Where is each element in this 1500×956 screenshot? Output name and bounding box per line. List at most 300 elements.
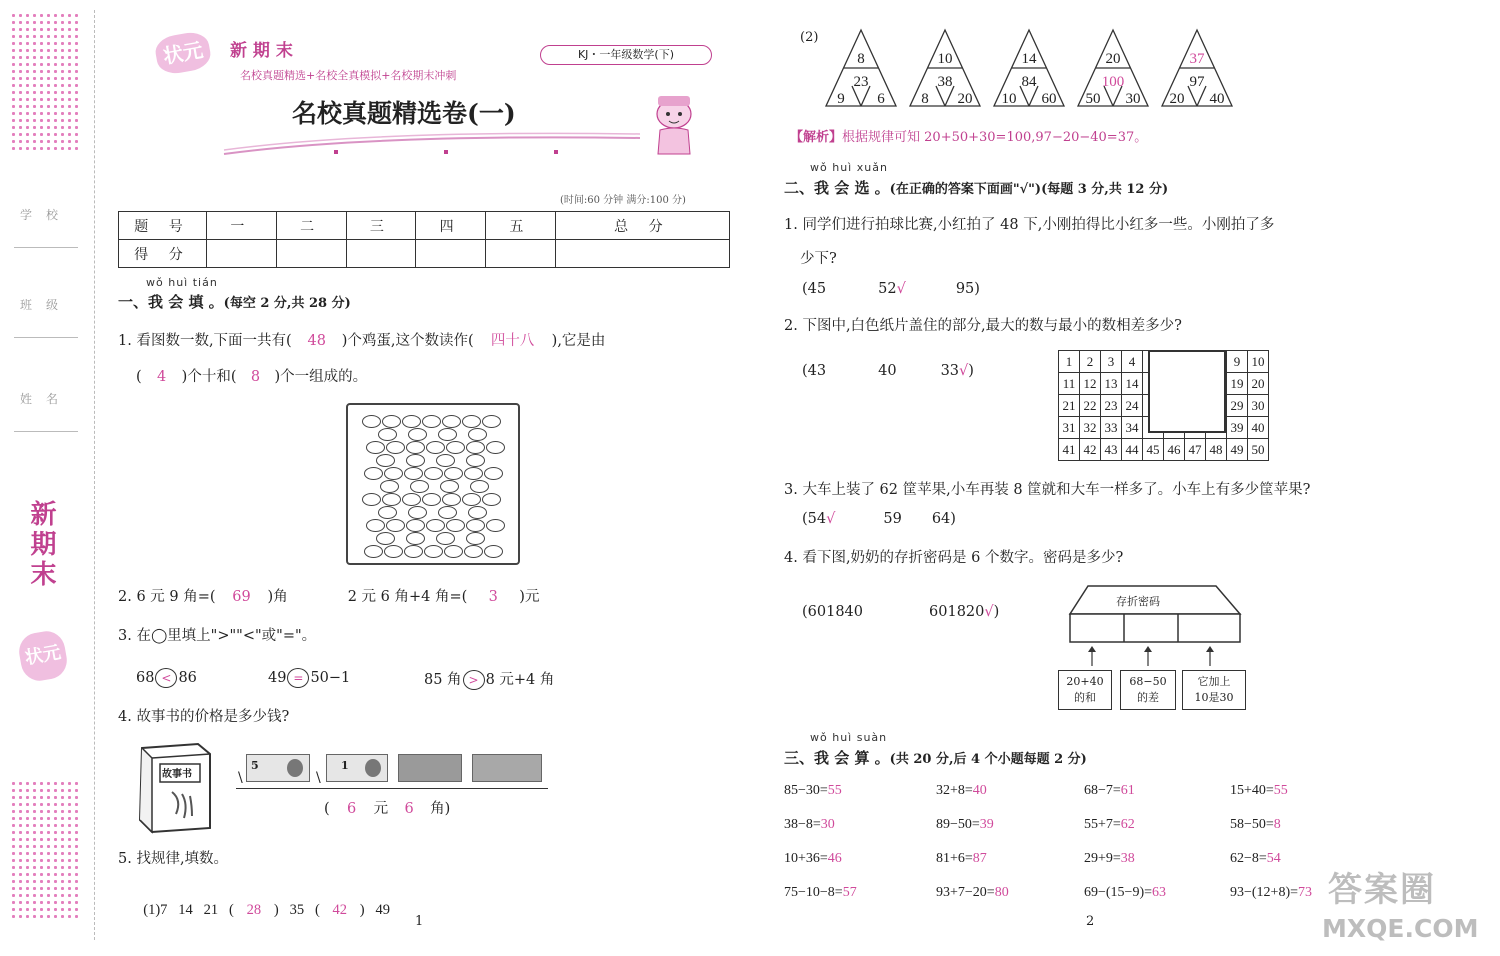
calculation-expression: 89−50= xyxy=(936,817,980,832)
grid-cell: 47 xyxy=(1185,439,1206,461)
clue-box-2 xyxy=(1120,670,1176,710)
score-cell[interactable] xyxy=(555,240,729,268)
triangle-right-number: 20 xyxy=(957,91,973,107)
grid-cell: 21 xyxy=(1059,395,1080,417)
bill-underline xyxy=(236,788,548,789)
grid-cell: 49 xyxy=(1227,439,1248,461)
portrait-icon xyxy=(365,759,381,777)
egg xyxy=(442,493,461,506)
q2-text-c: 2 元 6 角+4 角=( xyxy=(347,589,468,605)
header-swoosh xyxy=(222,128,642,160)
calculation-answer[interactable]: 57 xyxy=(842,885,857,900)
egg xyxy=(444,467,463,480)
egg xyxy=(364,545,383,558)
score-table-header-row xyxy=(119,212,730,240)
grid-cell: 23 xyxy=(1101,395,1122,417)
triangle-right-number: 30 xyxy=(1125,91,1141,107)
calculation-answer[interactable]: 63 xyxy=(1152,885,1167,900)
triangle-left-number: 9 xyxy=(837,91,845,107)
q3-item-1 xyxy=(136,668,197,688)
option[interactable]: 95) xyxy=(955,281,980,297)
egg xyxy=(406,532,425,545)
egg xyxy=(466,454,485,467)
grid-cell: 1 xyxy=(1059,351,1080,373)
calculation-item xyxy=(936,817,994,833)
banknote-1-yuan xyxy=(326,754,388,782)
dot-pattern-bottom xyxy=(10,780,80,920)
triangle-middle-number: 84 xyxy=(1021,74,1037,90)
egg xyxy=(362,415,381,428)
side-logo-stamp: 状元 xyxy=(16,628,70,683)
egg xyxy=(408,428,427,441)
clue-line: 的和 xyxy=(1074,691,1096,704)
banknote-1-jiao xyxy=(472,754,542,782)
option[interactable]: 59 xyxy=(883,511,902,527)
egg xyxy=(406,519,425,532)
q2-text-a: 2. 6 元 9 角=( xyxy=(118,589,216,605)
q1-text-b: )个鸡蛋,这个数读作( xyxy=(341,333,474,349)
s2-q4-options xyxy=(802,604,999,620)
calculation-expression: 55+7= xyxy=(1084,817,1121,832)
calculation-expression: 32+8= xyxy=(936,783,973,798)
calculation-answer[interactable]: 62 xyxy=(1120,817,1135,832)
banknote-5-yuan xyxy=(246,754,310,782)
q3-right: 50−1 xyxy=(310,670,351,686)
egg xyxy=(482,415,501,428)
option[interactable]: (45 xyxy=(802,281,827,297)
number-triangle xyxy=(1076,28,1150,108)
egg xyxy=(424,467,443,480)
grid-cell: 40 xyxy=(1248,417,1269,439)
calculation-item xyxy=(1230,783,1288,799)
watermark-url: MXQE.COM xyxy=(1322,914,1479,943)
clue-line: 10是30 xyxy=(1194,691,1234,704)
grid-cell: 39 xyxy=(1227,417,1248,439)
clue-line: 它加上 xyxy=(1197,675,1231,688)
class-field[interactable]: 班级 xyxy=(14,290,78,338)
calculation-expression: 81+6= xyxy=(936,851,973,866)
q4-text-c: 角) xyxy=(430,801,451,817)
q5-sequence-1 xyxy=(136,885,390,919)
calculation-item xyxy=(1230,885,1312,901)
banknote-denomination: 5 xyxy=(251,759,259,772)
egg xyxy=(446,519,465,532)
egg xyxy=(468,506,487,519)
calculation-answer[interactable]: 54 xyxy=(1266,851,1281,866)
egg xyxy=(378,428,397,441)
passbook-title: 存折密码 xyxy=(1116,595,1160,608)
triangle-left-number: 20 xyxy=(1169,91,1185,107)
question-1-line2 xyxy=(136,365,367,386)
section3-pinyin: wǒ huì suàn xyxy=(810,731,888,744)
egg xyxy=(378,506,397,519)
grade-tag: KJ・一年级数学(下) xyxy=(540,45,712,65)
q5-text-c: ) 49 xyxy=(359,902,391,918)
analysis-line xyxy=(790,126,1147,145)
egg xyxy=(366,441,385,454)
egg xyxy=(384,545,403,558)
grid-cell: 33 xyxy=(1101,417,1122,439)
grid-cell: 30 xyxy=(1248,395,1269,417)
section1-heading xyxy=(118,291,351,312)
section2-pinyin: wǒ huì xuǎn xyxy=(810,161,888,174)
grid-cell: 3 xyxy=(1101,351,1122,373)
score-header-cell: 二 xyxy=(276,212,346,240)
egg xyxy=(462,493,481,506)
score-header-cell: 四 xyxy=(416,212,486,240)
egg xyxy=(484,467,503,480)
school-field[interactable]: 学校 xyxy=(14,200,78,248)
egg xyxy=(364,467,383,480)
q5-answer-2[interactable]: 42 xyxy=(332,902,348,918)
q3-compare-circle[interactable]: < xyxy=(155,668,177,688)
egg xyxy=(486,441,505,454)
score-header-cell: 五 xyxy=(486,212,556,240)
number-triangle xyxy=(908,28,982,108)
q4-answer-yuan[interactable]: 6 xyxy=(347,801,357,817)
q2-text-d: )元 xyxy=(519,589,540,605)
calculation-answer[interactable]: 55 xyxy=(827,783,842,798)
calculation-expression: 62−8= xyxy=(1230,851,1267,866)
time-info: (时间:60 分钟 满分:100 分) xyxy=(560,195,686,206)
egg xyxy=(422,493,441,506)
question-5: 5. 找规律,填数。 xyxy=(118,851,229,867)
grid-cell: 41 xyxy=(1059,439,1080,461)
grid-cell: 20 xyxy=(1248,373,1269,395)
triangle-middle-number: 38 xyxy=(937,74,953,90)
calculation-answer[interactable]: 40 xyxy=(972,783,987,798)
egg xyxy=(422,415,441,428)
section3-title: 三、我 会 算 。 xyxy=(784,749,890,767)
q1-text-a: 1. 看图数一数,下面一共有( xyxy=(118,333,292,349)
q1-text-f: )个一组成的。 xyxy=(274,369,368,385)
egg xyxy=(380,480,399,493)
egg xyxy=(402,415,421,428)
calculation-item xyxy=(1084,885,1166,901)
calculation-item xyxy=(1084,817,1135,833)
egg xyxy=(482,493,501,506)
q5-text-b: ) 35 ( xyxy=(273,902,320,918)
q3-item-3 xyxy=(424,668,554,690)
option-correct[interactable]: (54 xyxy=(802,511,827,527)
egg xyxy=(486,519,505,532)
triangle-middle-number: 97 xyxy=(1189,74,1205,90)
grid-cell: 2 xyxy=(1080,351,1101,373)
calculation-answer[interactable]: 73 xyxy=(1298,885,1313,900)
triangle-left-number: 50 xyxy=(1085,91,1101,107)
s2-question-2: 2. 下图中,白色纸片盖住的部分,最大的数与最小的数相差多少? xyxy=(784,318,1182,334)
question-1-line1 xyxy=(118,329,605,350)
calculation-item xyxy=(936,885,1009,901)
egg xyxy=(426,441,445,454)
dot-pattern-top xyxy=(10,12,80,154)
grid-cell: 29 xyxy=(1227,395,1248,417)
calculation-expression: 58−50= xyxy=(1230,817,1274,832)
calculation-expression: 10+36= xyxy=(784,851,828,866)
q5-part2-label: (2) xyxy=(800,30,819,45)
calculation-expression: 75−10−8= xyxy=(784,885,843,900)
section1-note: (每空 2 分,共 28 分) xyxy=(223,296,351,311)
calculation-expression: 68−7= xyxy=(1084,783,1121,798)
score-header-cell: 三 xyxy=(346,212,416,240)
section1-pinyin: wǒ huì tián xyxy=(146,276,218,289)
q2-text-b: )角 xyxy=(267,589,288,605)
egg xyxy=(466,441,485,454)
calculation-item xyxy=(936,783,987,799)
egg xyxy=(376,532,395,545)
egg xyxy=(382,493,401,506)
egg-picture xyxy=(346,403,520,565)
triangle-right-number: 60 xyxy=(1041,91,1057,107)
egg xyxy=(466,532,485,545)
option-close: ) xyxy=(993,604,1000,620)
option[interactable]: 64) xyxy=(931,511,956,527)
page-number-left: 1 xyxy=(415,914,424,929)
calculation-expression: 15+40= xyxy=(1230,783,1274,798)
option[interactable]: 40 xyxy=(878,363,897,379)
number-triangle xyxy=(824,28,898,108)
score-row-label: 得 分 xyxy=(119,240,207,268)
grid-cell: 50 xyxy=(1248,439,1269,461)
egg xyxy=(462,415,481,428)
q2-answer-1[interactable]: 69 xyxy=(232,589,251,605)
calculation-expression: 38−8= xyxy=(784,817,821,832)
storybook-icon xyxy=(132,740,216,834)
section2-note: (在正确的答案下面画"√")(每题 3 分,共 12 分) xyxy=(889,182,1169,197)
section2-heading xyxy=(784,177,1168,198)
triangle-top-number: 10 xyxy=(937,51,953,67)
calculation-item xyxy=(784,783,842,799)
egg xyxy=(362,493,381,506)
tick-mark: \ xyxy=(238,770,243,786)
q3-item-2 xyxy=(268,668,350,688)
brand-name: 新 期 末 xyxy=(230,41,293,61)
grid-cell: 9 xyxy=(1227,351,1248,373)
binding-line xyxy=(94,10,95,940)
egg xyxy=(402,493,421,506)
section3-note: (共 20 分,后 4 个小题每题 2 分) xyxy=(889,752,1087,767)
watermark-logo: 答案圈 xyxy=(1328,870,1436,910)
q4-answer-line xyxy=(324,797,450,818)
s2-question-4: 4. 看下图,奶奶的存折密码是 6 个数字。密码是多少? xyxy=(784,550,1124,566)
score-header-cell: 总 分 xyxy=(555,212,729,240)
egg xyxy=(440,480,459,493)
section1-title: 一、我 会 填 。 xyxy=(118,293,224,311)
calculation-expression: 29+9= xyxy=(1084,851,1121,866)
score-cell[interactable] xyxy=(207,240,277,268)
egg xyxy=(484,545,503,558)
check-mark: √ xyxy=(896,281,906,297)
calculation-item xyxy=(784,851,842,867)
egg xyxy=(464,467,483,480)
clue-line: 的差 xyxy=(1137,691,1159,704)
egg xyxy=(426,519,445,532)
triangle-top-number[interactable]: 37 xyxy=(1189,51,1205,67)
s2-question-3: 3. 大车上装了 62 筐苹果,小车再装 8 筐就和大车一样多了。小车上有多少筐苹果? xyxy=(784,482,1311,498)
egg xyxy=(386,441,405,454)
egg xyxy=(404,545,423,558)
calculation-item xyxy=(784,885,857,901)
grid-cell: 4 xyxy=(1122,351,1143,373)
q4-answer-jiao[interactable]: 6 xyxy=(404,801,414,817)
score-table-score-row xyxy=(119,240,730,268)
calculation-answer[interactable]: 87 xyxy=(972,851,987,866)
q1-text-d: ( xyxy=(136,369,142,385)
score-cell[interactable] xyxy=(416,240,486,268)
q3-left: 68 xyxy=(136,670,155,686)
triangle-top-number: 20 xyxy=(1105,51,1121,67)
grid-cell: 32 xyxy=(1080,417,1101,439)
question-3: 3. 在◯里填上">""<"或"="。 xyxy=(118,628,317,644)
egg xyxy=(442,415,461,428)
grid-cell: 45 xyxy=(1143,439,1164,461)
calculation-item xyxy=(1084,851,1135,867)
triangle-left-number: 10 xyxy=(1001,91,1017,107)
option-correct[interactable]: 33 xyxy=(940,363,960,379)
clue-line: 68−50 xyxy=(1129,675,1167,688)
s2-question-1-cont: 少下? xyxy=(800,251,837,267)
egg xyxy=(406,454,425,467)
egg xyxy=(436,454,455,467)
q3-right: 86 xyxy=(178,670,197,686)
grid-cell: 22 xyxy=(1080,395,1101,417)
calculation-item xyxy=(1084,783,1135,799)
grid-cell: 43 xyxy=(1101,439,1122,461)
q3-left: 49 xyxy=(268,670,287,686)
triangle-right-number: 6 xyxy=(877,91,885,107)
q3-compare-circle[interactable]: = xyxy=(287,668,309,688)
calculation-item xyxy=(936,851,987,867)
grid-cell: 44 xyxy=(1122,439,1143,461)
header-logo: 状元 xyxy=(153,30,213,77)
egg xyxy=(438,428,457,441)
triangle-top-number: 14 xyxy=(1021,51,1037,67)
portrait-icon xyxy=(287,759,303,777)
q1-answer-ones[interactable]: 8 xyxy=(250,369,261,385)
book-label: 故事书 xyxy=(162,769,192,780)
triangle-top-number: 8 xyxy=(857,51,865,67)
score-cell[interactable] xyxy=(276,240,346,268)
egg xyxy=(470,480,489,493)
grid-cell: 34 xyxy=(1122,417,1143,439)
calculation-item xyxy=(1230,817,1281,833)
triangle-left-number: 8 xyxy=(921,91,929,107)
question-2 xyxy=(118,585,539,606)
number-triangle xyxy=(992,28,1066,108)
grid-cell: 48 xyxy=(1206,439,1227,461)
egg xyxy=(408,506,427,519)
calculation-answer[interactable]: 30 xyxy=(820,817,835,832)
page-title: 名校真题精选卷(一) xyxy=(292,99,516,128)
clue-line: 20+40 xyxy=(1066,675,1104,688)
check-mark: √ xyxy=(826,511,836,527)
calculation-expression: 93−(12+8)= xyxy=(1230,885,1299,900)
q1-answer-tens[interactable]: 4 xyxy=(157,369,167,385)
s2-q3-options xyxy=(802,511,956,527)
clue-box-3 xyxy=(1182,670,1246,710)
page-number-right: 2 xyxy=(1086,914,1095,929)
s2-question-1: 1. 同学们进行拍球比赛,小红拍了 48 下,小刚拍得比小红多一些。小刚拍了多 xyxy=(784,217,1275,233)
section3-heading xyxy=(784,747,1087,768)
calculation-answer[interactable]: 61 xyxy=(1120,783,1135,798)
egg xyxy=(464,545,483,558)
q1-text-c: ),它是由 xyxy=(551,333,606,349)
option[interactable]: (601840 xyxy=(802,604,864,620)
option-correct[interactable]: 601820 xyxy=(929,604,985,620)
egg xyxy=(438,506,457,519)
calculation-expression: 85−30= xyxy=(784,783,828,798)
egg xyxy=(404,467,423,480)
option[interactable]: (43 xyxy=(802,363,827,379)
score-header-cell: 一 xyxy=(207,212,277,240)
egg xyxy=(384,467,403,480)
grid-cell: 24 xyxy=(1122,395,1143,417)
triangle-middle-number: 23 xyxy=(853,74,869,90)
analysis-tag: 【解析】 xyxy=(790,130,843,145)
calculation-answer[interactable]: 55 xyxy=(1273,783,1288,798)
grid-cell: 42 xyxy=(1080,439,1101,461)
egg xyxy=(424,545,443,558)
white-paper-cover xyxy=(1148,350,1226,433)
q1-answer-count[interactable]: 48 xyxy=(307,333,326,349)
grid-cell: 12 xyxy=(1080,373,1101,395)
egg xyxy=(366,519,385,532)
grid-cell: 19 xyxy=(1227,373,1248,395)
egg xyxy=(468,428,487,441)
egg xyxy=(410,480,429,493)
calculation-answer[interactable]: 46 xyxy=(827,851,842,866)
question-4: 4. 故事书的价格是多少钱? xyxy=(118,709,290,725)
score-cell[interactable] xyxy=(346,240,416,268)
grid-cell: 10 xyxy=(1248,351,1269,373)
score-header-cell: 题 号 xyxy=(119,212,207,240)
calculation-item xyxy=(1230,851,1281,867)
grid-cell: 31 xyxy=(1059,417,1080,439)
grid-cell: 14 xyxy=(1122,373,1143,395)
calculation-answer[interactable]: 38 xyxy=(1120,851,1135,866)
banknote-5-jiao xyxy=(398,754,462,782)
q2-answer-2[interactable]: 3 xyxy=(488,589,498,605)
calculation-answer[interactable]: 8 xyxy=(1273,817,1281,832)
q5-answer-1[interactable]: 28 xyxy=(246,902,262,918)
clue-box-1 xyxy=(1058,670,1112,710)
name-field[interactable]: 姓名 xyxy=(14,384,78,432)
section2-title: 二、我 会 选 。 xyxy=(784,179,890,197)
egg xyxy=(386,519,405,532)
calculation-item xyxy=(784,817,835,833)
tagline: 名校真题精选+名校全真模拟+名校期末冲刺 xyxy=(240,69,457,82)
triangle-middle-number[interactable]: 100 xyxy=(1101,74,1125,90)
q1-answer-reading[interactable]: 四十八 xyxy=(490,333,535,349)
calculation-answer[interactable]: 80 xyxy=(994,885,1009,900)
calculation-expression: 69−(15−9)= xyxy=(1084,885,1153,900)
calculation-answer[interactable]: 39 xyxy=(979,817,994,832)
number-triangle xyxy=(1160,28,1234,108)
score-cell[interactable] xyxy=(486,240,556,268)
egg xyxy=(466,519,485,532)
grid-cell: 11 xyxy=(1059,373,1080,395)
egg xyxy=(406,441,425,454)
q3-compare-circle[interactable]: > xyxy=(463,670,485,690)
option-correct[interactable]: 52 xyxy=(878,281,897,297)
egg xyxy=(444,545,463,558)
egg xyxy=(446,441,465,454)
egg xyxy=(376,454,395,467)
grid-cell: 46 xyxy=(1164,439,1185,461)
score-table xyxy=(118,211,730,268)
q5-text-a: (1)7 14 21 ( xyxy=(143,902,234,918)
check-mark: √ xyxy=(959,363,969,379)
